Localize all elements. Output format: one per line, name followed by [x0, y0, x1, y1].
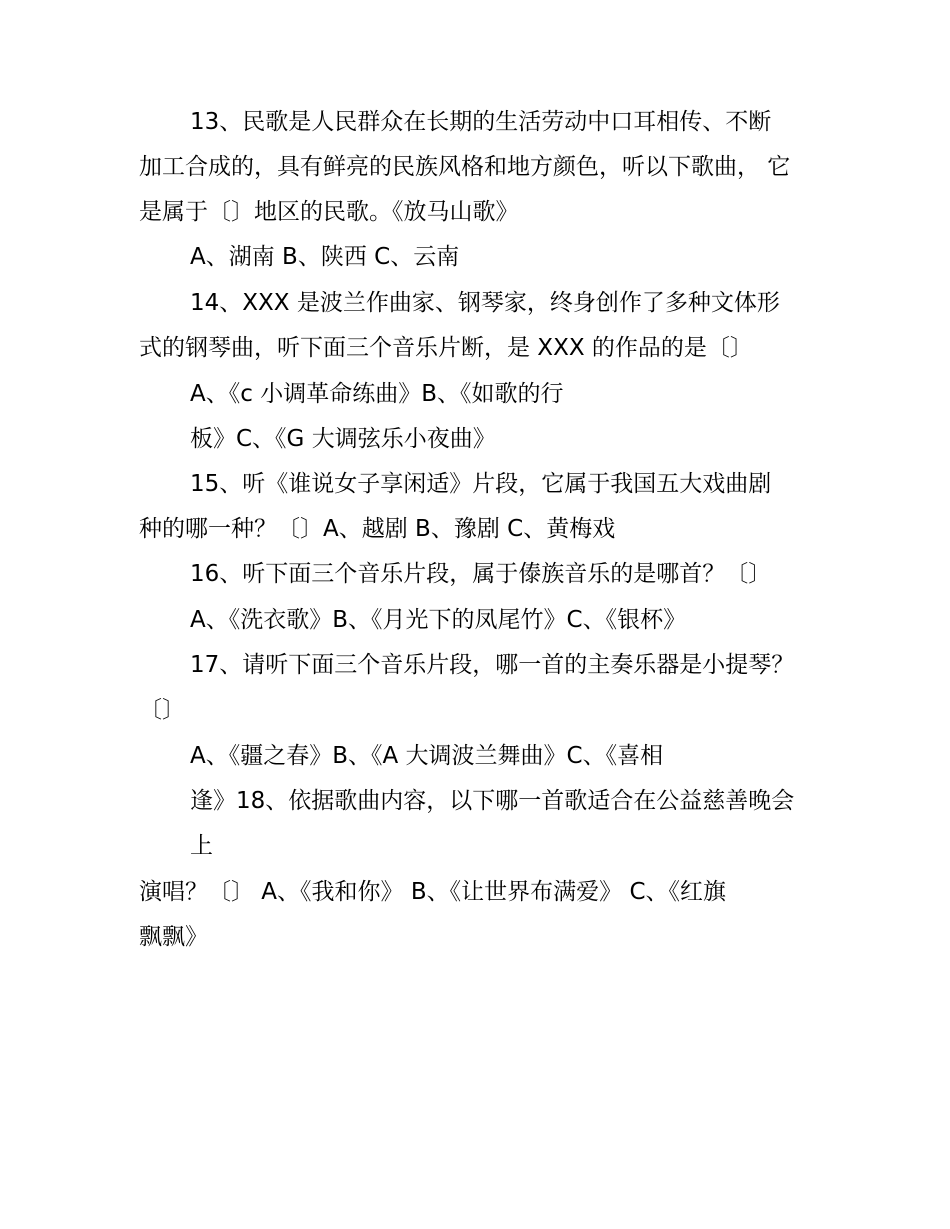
text-line: 是属于〔〕地区的民歌。《放马山歌》: [139, 199, 519, 225]
text-line: 种的哪一种？〔〕A、越剧 B、豫剧 C、黄梅戏: [139, 516, 616, 542]
text-line: 演唱？〔〕 A、《我和你》 B、《让世界布满爱》 C、《红旗: [139, 879, 727, 905]
text-line: 〔〕: [139, 697, 185, 723]
text-line: A、《洗衣歌》B、《月光下的凤尾竹》C、《银杯》: [190, 607, 687, 633]
text-line: A、《c 小调革命练曲》B、《如歌的行: [190, 381, 564, 407]
text-line: 飘飘》: [139, 924, 208, 950]
text-line: 上: [190, 833, 213, 859]
text-line: 逢》18、依据歌曲内容，以下哪一首歌适合在公益慈善晚会: [190, 788, 795, 814]
text-line: A、《疆之春》B、《A 大调波兰舞曲》C、《喜相: [190, 743, 664, 769]
text-line: 板》C、《G 大调弦乐小夜曲》: [190, 426, 496, 452]
text-line: 13、民歌是人民群众在长期的生活劳动中口耳相传、不断: [190, 109, 772, 135]
text-line: 15、听《谁说女子享闲适》片段，它属于我国五大戏曲剧: [190, 471, 772, 497]
text-line: A、湖南 B、陕西 C、云南: [190, 244, 460, 270]
text-line: 14、XXX 是波兰作曲家、钢琴家，终身创作了多种文体形: [190, 290, 780, 316]
text-line: 加工合成的，具有鲜亮的民族风格和地方颜色，听以下歌曲， 它: [139, 154, 791, 180]
text-line: 16、听下面三个音乐片段，属于傣族音乐的是哪首？〔〕: [190, 561, 772, 587]
text-line: 式的钢琴曲，听下面三个音乐片断，是 XXX 的作品的是〔〕: [139, 335, 753, 361]
text-line: 17、请听下面三个音乐片段，哪一首的主奏乐器是小提琴？: [190, 652, 795, 678]
